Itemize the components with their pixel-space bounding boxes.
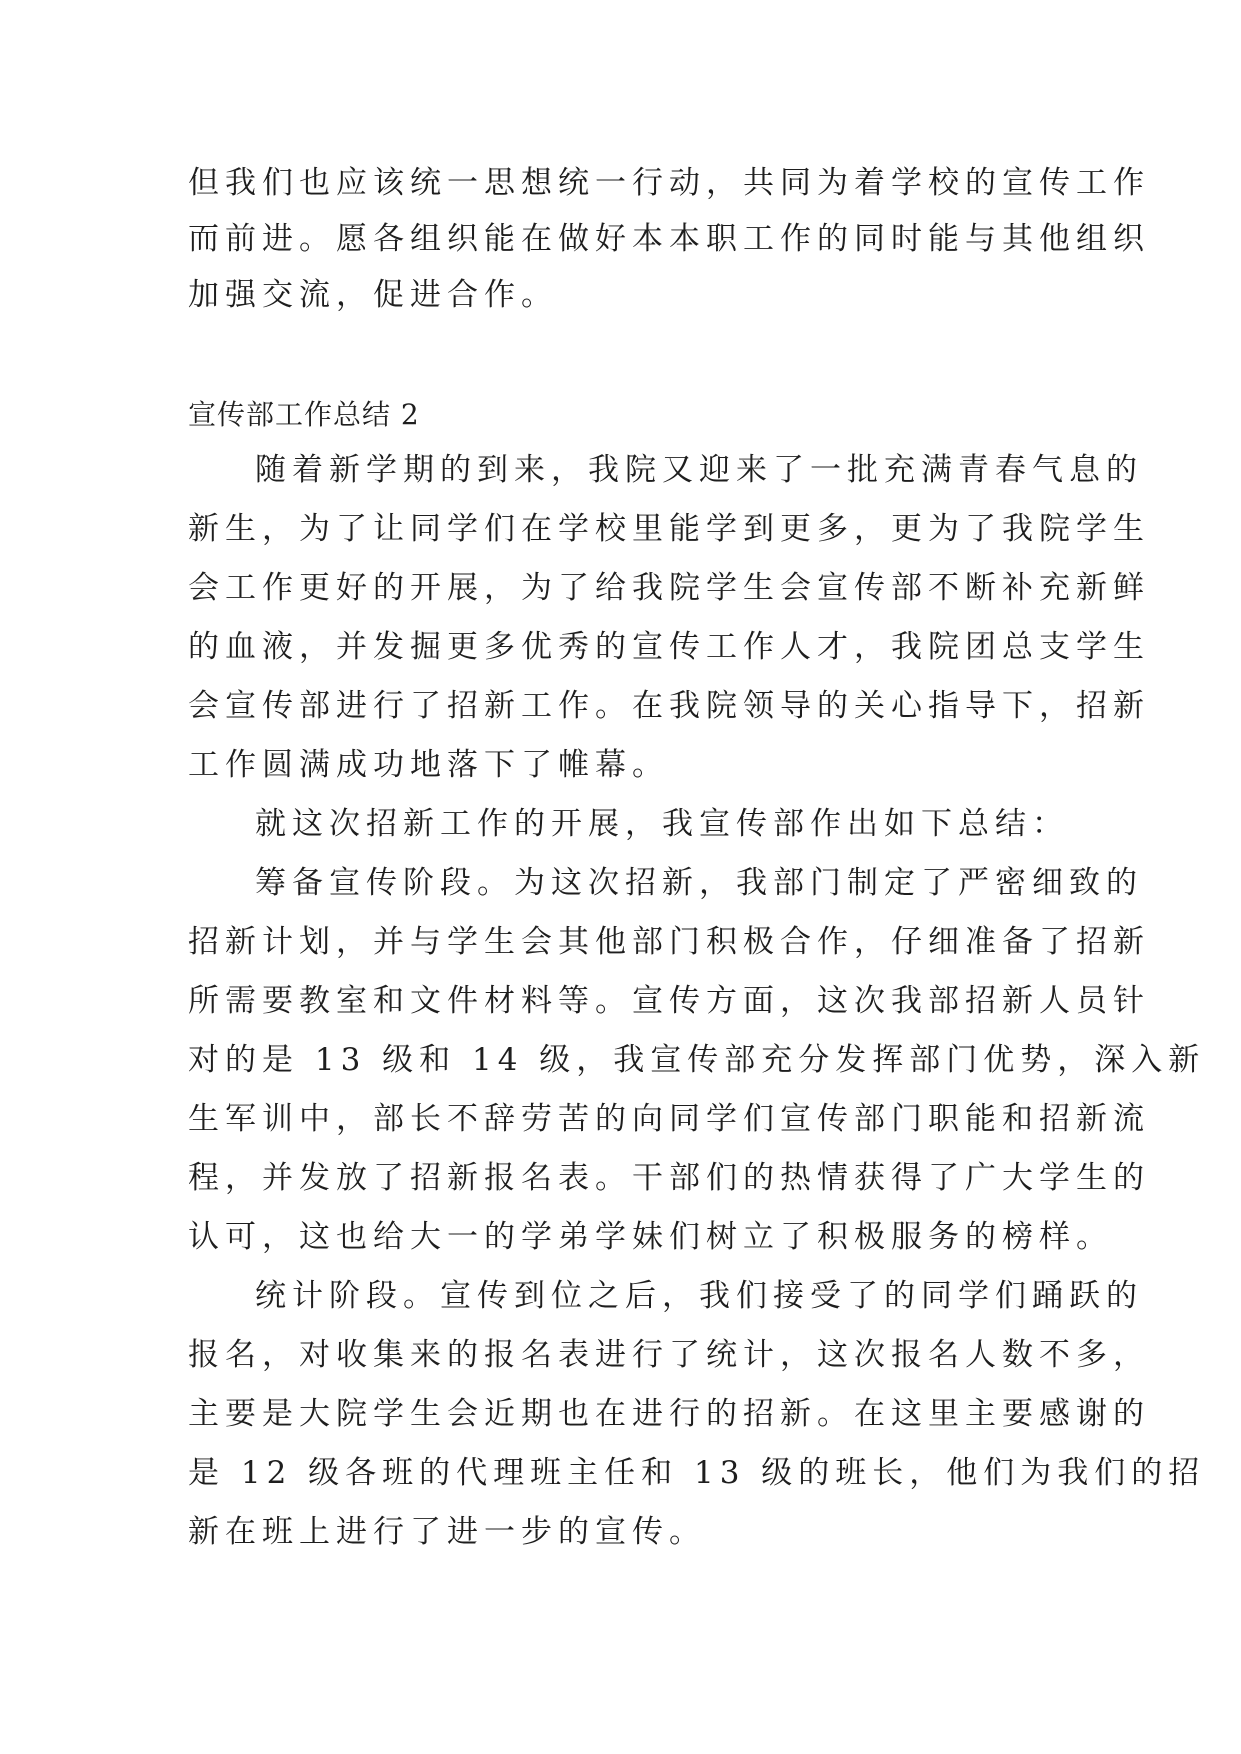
paragraph-line: 加强交流，促进合作。	[188, 277, 558, 313]
paragraph-line: 会工作更好的开展，为了给我院学生会宣传部不断补充新鲜	[188, 570, 1150, 606]
paragraph-line: 的血液，并发掘更多优秀的宣传工作人才，我院团总支学生	[188, 629, 1150, 665]
paragraph-line: 招新计划，并与学生会其他部门积极合作，仔细准备了招新	[188, 924, 1150, 960]
paragraph-line: 报名，对收集来的报名表进行了统计，这次报名人数不多，	[188, 1337, 1150, 1373]
paragraph-line: 随着新学期的到来，我院又迎来了一批充满青春气息的	[255, 452, 1143, 488]
paragraph-line: 主要是大院学生会近期也在进行的招新。在这里主要感谢的	[188, 1396, 1150, 1432]
paragraph-line: 统计阶段。宣传到位之后，我们接受了的同学们踊跃的	[255, 1278, 1143, 1314]
paragraph-line: 但我们也应该统一思想统一行动，共同为着学校的宣传工作	[188, 165, 1150, 201]
paragraph-line: 工作圆满成功地落下了帷幕。	[188, 747, 669, 783]
paragraph-line: 对的是 13 级和 14 级，我宣传部充分发挥部门优势，深入新	[188, 1042, 1206, 1078]
paragraph-line: 程，并发放了招新报名表。干部们的热情获得了广大学生的	[188, 1160, 1150, 1196]
paragraph-line: 新在班上进行了进一步的宣传。	[188, 1514, 706, 1550]
paragraph-line: 新生，为了让同学们在学校里能学到更多，更为了我院学生	[188, 511, 1150, 547]
paragraph-line: 是 12 级各班的代理班主任和 13 级的班长，他们为我们的招	[188, 1455, 1206, 1491]
paragraph-line: 生军训中，部长不辞劳苦的向同学们宣传部门职能和招新流	[188, 1101, 1150, 1137]
paragraph-line: 会宣传部进行了招新工作。在我院领导的关心指导下，招新	[188, 688, 1150, 724]
paragraph-line: 认可，这也给大一的学弟学妹们树立了积极服务的榜样。	[188, 1219, 1113, 1255]
paragraph-line: 就这次招新工作的开展，我宣传部作出如下总结：	[255, 806, 1069, 842]
paragraph-line: 所需要教室和文件材料等。宣传方面，这次我部招新人员针	[188, 983, 1150, 1019]
paragraph-line: 筹备宣传阶段。为这次招新，我部门制定了严密细致的	[255, 865, 1143, 901]
paragraph-line: 而前进。愿各组织能在做好本本职工作的同时能与其他组织	[188, 221, 1150, 257]
section-title: 宣传部工作总结 2	[188, 398, 420, 431]
